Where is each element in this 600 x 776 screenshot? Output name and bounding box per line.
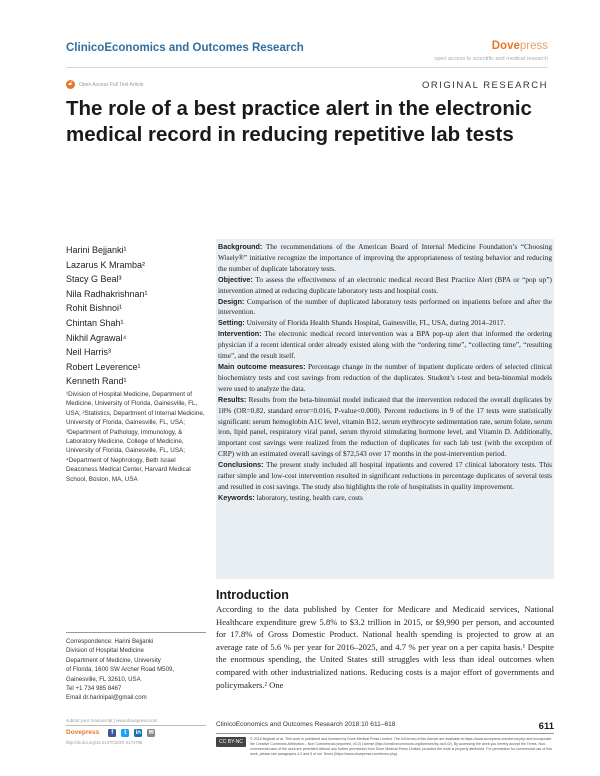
citation: ClinicoEconomics and Outcomes Research 2018:10 611–618 — [216, 721, 396, 728]
header-divider — [66, 67, 548, 68]
author-name: Chintan Shah¹ — [66, 317, 124, 328]
footer-left — [66, 718, 206, 745]
intervention-label: Intervention: — [218, 329, 262, 339]
correspondence-line: Department of Medicine, University — [66, 656, 161, 664]
setting-label: Setting: — [218, 318, 245, 328]
design-label: Design: — [218, 296, 245, 306]
open-access-icon: 🔓︎ — [66, 80, 75, 89]
publisher-logo[interactable] — [492, 40, 548, 52]
doi-link[interactable]: http://dx.doi.org/10.2147/CEOR.S174705 — [66, 739, 143, 745]
page-number: 611 — [538, 721, 554, 732]
correspondence-line: Tel +1 734 985 8467 — [66, 685, 122, 693]
conclusions-label: Conclusions: — [218, 460, 264, 470]
publisher-tagline: open access to scientific and medical research — [434, 56, 548, 62]
author-name: Lazarus K Mramba² — [66, 259, 146, 270]
abstract-setting: Setting: University of Florida Health Shands Hospital, Gainesville, FL, USA, during 2014–2017. — [218, 318, 506, 328]
author-name: Kenneth Rand¹ — [66, 376, 127, 387]
linkedin-icon[interactable]: in — [135, 729, 141, 736]
email-icon[interactable]: ✉ — [148, 729, 154, 736]
correspondence — [66, 632, 206, 703]
social-links — [66, 729, 206, 737]
correspondence-line: Correspondence: Harini Bejjanki — [66, 638, 154, 645]
introduction-text: According to the data published by Center for Medicare and Medicaid services, National Healthcare expenditure grew 5.8% to $3.2 trillion in 2015, or $9,990 per person, and accounted for 17.8% of Gross Domestic Product. National health spending is projected to grow at an average rate of 5.6 % per year for 2016–2025, and 4.7 % per year on a per capita basis.¹ Despite the enormous spending, the United States still struggles with less than ideal outcomes when compared with other industrialized nations. Reducing costs is a major effort of governments and policymakers.² One — [216, 604, 554, 690]
author-name: Nila Radhakrishnan¹ — [66, 288, 148, 299]
article-type: ORIGINAL RESEARCH — [422, 80, 548, 91]
license-text: © 2018 Bejjanki et al. This work is published and licensed by Dove Medical Press Limited. The full terms of this license are available at https://www.dovepress.com/terms.php and incorporate the Creative Commons Attribution – Non Commercial (unported, v3.0) License (http://creativecommons.org/licenses/by-nc/3.0/). By accessing the work you hereby accept the Terms. Non-commercial uses of the work are permitted without any further permission from Dove Medical Press Limited, provided the work is properly attributed. For permission for commercial use of this work, please see paragraphs 4.2 and 5 of our Terms (https://www.dovepress.com/terms.php). — [250, 736, 552, 756]
footer-rule — [216, 733, 554, 734]
publisher-press: press — [519, 40, 548, 52]
author-name: Robert Leverence¹ — [66, 361, 141, 372]
dovepress-logo[interactable]: Dovepress — [66, 729, 100, 737]
open-access-label: Open Access Full Text Article — [79, 81, 144, 88]
correspondence-line: Gainesville, FL 32610, USA — [66, 675, 141, 683]
abstract-intervention: Intervention: The electronic medical record intervention was a BPA pop-up alert that informed the ordering physician if a recent identical order already existed along with the “ordering time”, “collecting time”, “resulting time”, and the result itself. — [218, 329, 552, 361]
author-name: Harini Bejjanki¹ — [66, 245, 127, 255]
outcome-label: Main outcome measures: — [218, 361, 306, 371]
twitter-icon[interactable]: t — [121, 729, 129, 737]
abstract-outcome: Main outcome measures: Percentage change in the number of inpatient duplicate orders of selected clinical biochemistry tests and cost savings from reduction of the duplicates. Student’s t-test and beta-binomial models were used to analyze the data. — [218, 361, 552, 393]
results-label: Results: — [218, 394, 247, 404]
open-access-badge — [66, 80, 143, 89]
article-title: The role of a best practice alert in the electronic medical record in reducing repetitive lab tests — [66, 97, 532, 146]
correspondence-line: of Florida, 1600 SW Archer Road M509, — [66, 666, 175, 674]
publisher-dove: Dove — [491, 40, 520, 52]
facebook-icon[interactable]: f — [108, 729, 116, 737]
abstract-objective: Objective: To assess the effectiveness of an electronic medical record Best Practice Alert (BPA or “pop up”) intervention aimed at reducing duplicate laboratory tests and hospital costs. — [218, 274, 552, 295]
creative-commons-badge[interactable]: CC BY-NC — [216, 737, 246, 747]
keywords-label: Keywords: — [218, 492, 255, 502]
author-name: Rohit Bishnoi¹ — [66, 303, 123, 314]
correspondence-email[interactable]: Email dr.harinipal@gmail.com — [66, 694, 147, 702]
license-block — [216, 737, 554, 757]
abstract-design: Design: Comparison of the number of duplicated laboratory tests performed on inpatients before and after the intervention. — [218, 296, 553, 317]
abstract-conclusions: Conclusions: The present study included all hospital inpatients and covered 17 clinical laboratory tests. This rather simple and low-cost intervention resulted in significant reductions in percentage duplicates of several tests and resulted in cost savings. The study also highlights the role of hospitalists in quality improvement. — [218, 460, 552, 491]
footer-right — [216, 721, 554, 757]
submit-manuscript-link[interactable]: submit your manuscript | www.dovepress.com — [66, 718, 158, 723]
introduction-heading: Introduction — [216, 588, 289, 602]
abstract-box — [216, 239, 554, 579]
abstract-background: Background: The recommendations of the American Board of Internal Medicine Foundation’s “Choosing Wisely®” initiative recognize the importance of improving the appropriateness of testing behavior and reducing the number of duplicate laboratory tests. — [218, 242, 552, 273]
author-name: Neil Harris³ — [66, 347, 111, 358]
author-list — [66, 243, 206, 389]
correspondence-line: Division of Hospital Medicine — [66, 647, 144, 655]
author-name: Stacy G Beal³ — [66, 274, 122, 285]
author-name: Nikhil Agrawal⁴ — [66, 332, 127, 343]
objective-label: Objective: — [218, 274, 253, 284]
journal-header — [66, 40, 548, 66]
affiliations: ¹Division of Hospital Medicine, Department of Medicine, University of Florida, Gainesville, FL, USA; ²Statistics, Department of Internal Medicine, University of Florida, Gainesville, FL, USA; ³Department of Pathology, Immunology, & Laboratory Medicine, College of Medicine, University of Florida, Gainesville, FL, USA; ⁴Department of Nephrology, Beth Israel Deaconess Medical Center, Harvard Medical School, Boston, MA, USA — [66, 391, 205, 483]
journal-name[interactable]: ClinicoEconomics and Outcomes Research — [66, 42, 304, 54]
abstract-keywords: Keywords: laboratory, testing, health care, costs — [218, 492, 363, 502]
footer-divider — [66, 725, 206, 726]
abstract-results: Results: Results from the beta-binomial model indicated that the intervention reduced the overall duplicates by 18% (OR=0.82, standard error=0.016, P-value<0.000). Percent reductions in 9 of the 17 tests were statistically significant: serum hemoglobin A1C level, vitamin B12, serum erythrocyte sedimentation rate, serum folate, serum iron, lipid panel, respiratory viral panel, serum thyroid stimulating hormone level, and Vitamin D. Additionally, important cost savings were realized from the reduction of duplicates for each lab test (with the exception of CRP) with an estimated overall savings of $72,543 over 17 months in the post-intervention period. — [218, 394, 552, 459]
background-label: Background: — [218, 242, 263, 251]
